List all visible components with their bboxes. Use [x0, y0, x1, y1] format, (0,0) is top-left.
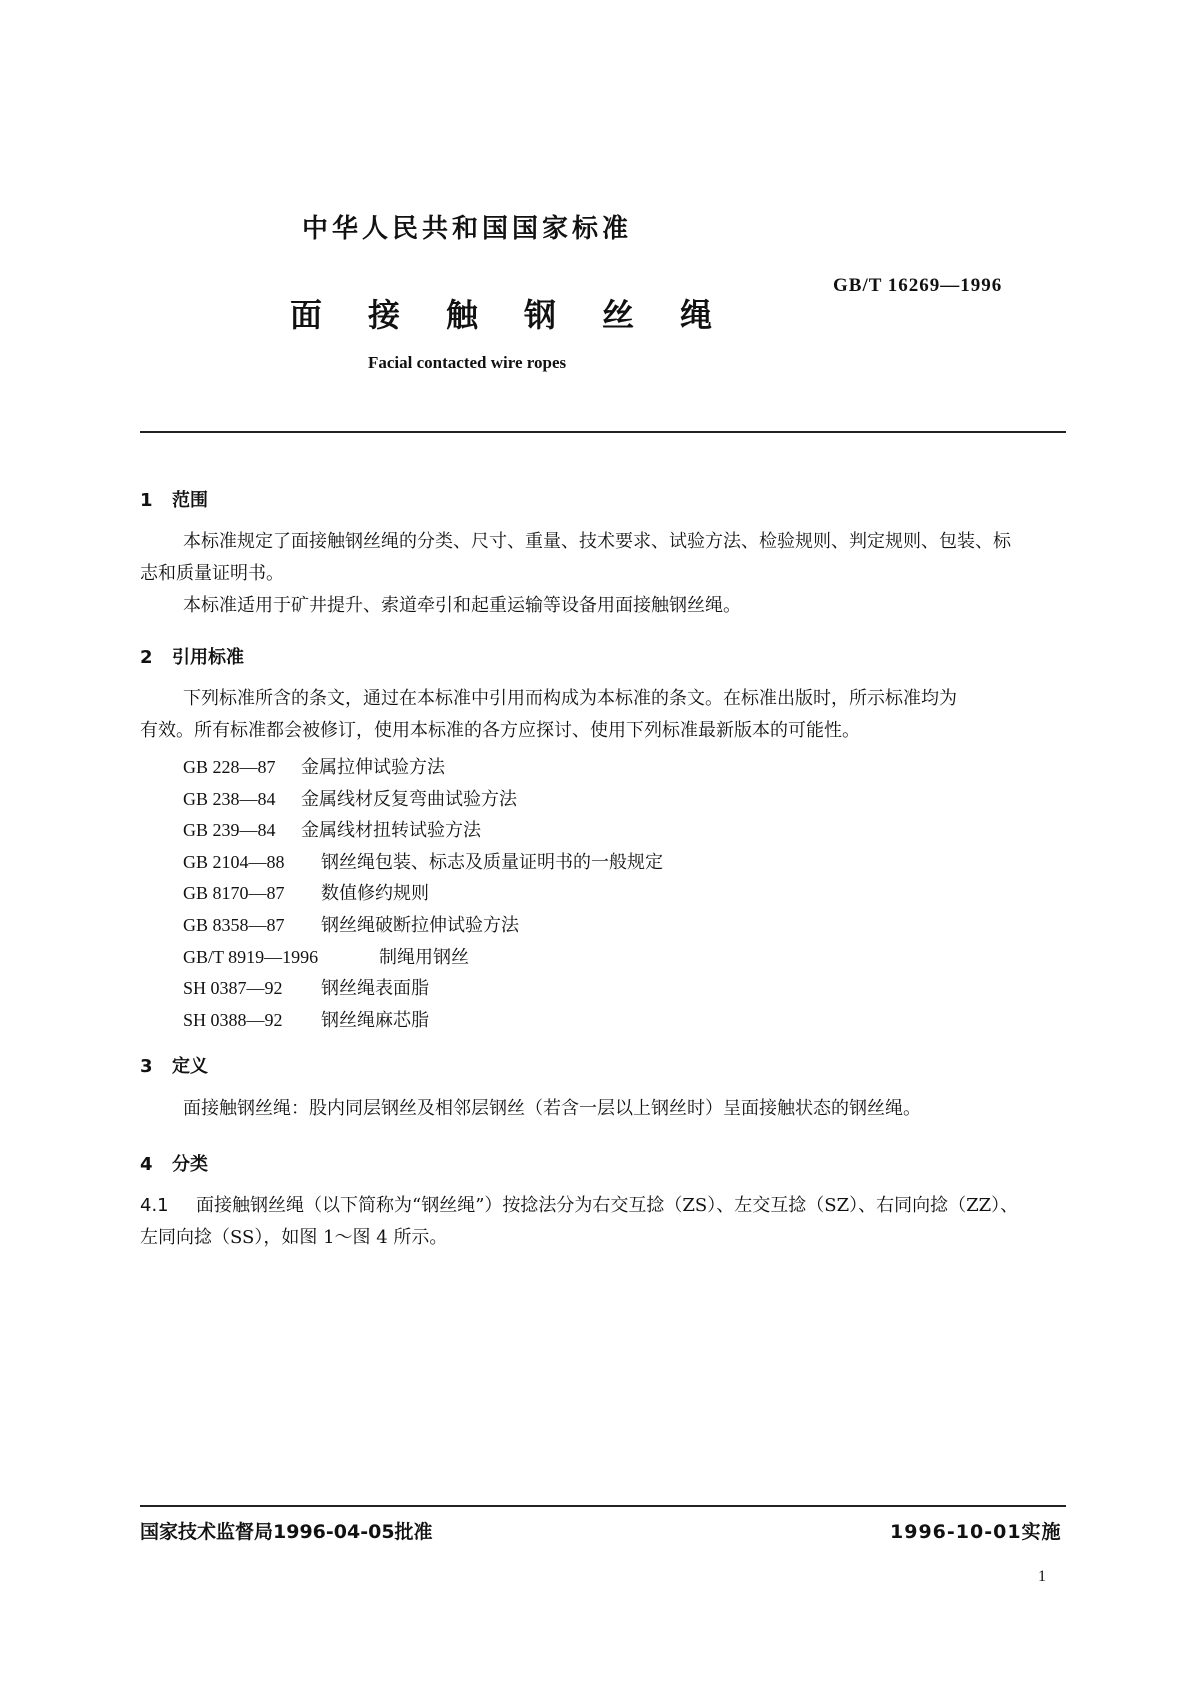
page-number: 1: [1038, 1568, 1046, 1585]
reference-name: 钢丝绳包装、标志及质量证明书的一般规定: [321, 851, 663, 873]
referenced-standards-list: [183, 752, 663, 1036]
reference-name: 钢丝绳破断拉伸试验方法: [321, 914, 519, 936]
section-1-paragraph-2: 本标准适用于矿井提升、索道牵引和起重运输等设备用面接触钢丝绳。: [183, 595, 741, 616]
reference-code: GB 8170—87: [183, 883, 285, 904]
section-title: 分类: [172, 1154, 208, 1175]
reference-code: GB 8358—87: [183, 914, 285, 935]
section-1-paragraph-1-line-2: 志和质量证明书。: [140, 563, 284, 584]
reference-name: 金属线材扭转试验方法: [301, 820, 481, 842]
footer-divider: [140, 1505, 1066, 1507]
section-1-paragraph-1-line-1: 本标准规定了面接触钢丝绳的分类、尺寸、重量、技术要求、试验方法、检验规则、判定规则、包装、标: [183, 531, 1011, 552]
reference-item: [183, 910, 663, 942]
reference-item: [183, 878, 663, 910]
section-2-paragraph-1-line-1: 下列标准所含的条文，通过在本标准中引用而构成为本标准的条文。在标准出版时，所示标准均为: [183, 688, 957, 709]
clause-number: 4.1: [140, 1195, 169, 1216]
document-title-cn: 面接触钢丝绳: [290, 296, 759, 334]
reference-name: 金属线材反复弯曲试验方法: [301, 788, 517, 810]
reference-code: GB 2104—88: [183, 851, 285, 872]
section-2-paragraph-1-line-2: 有效。所有标准都会被修订，使用本标准的各方应探讨、使用下列标准最新版本的可能性。: [140, 720, 860, 741]
reference-item: [183, 973, 663, 1005]
section-3-paragraph-1: 面接触钢丝绳：股内同层钢丝及相邻层钢丝（若含一层以上钢丝时）呈面接触状态的钢丝绳。: [183, 1098, 921, 1119]
reference-name: 钢丝绳表面脂: [321, 978, 429, 1000]
reference-code: SH 0387—92: [183, 978, 283, 999]
approval-statement: 国家技术监督局1996-04-05批准: [140, 1521, 433, 1543]
reference-item: [183, 784, 663, 816]
section-title: 定义: [172, 1056, 208, 1077]
section-number: 3: [140, 1056, 153, 1077]
clause-text: 面接触钢丝绳（以下简称为“钢丝绳”）按捻法分为右交互捻（ZS）、左交互捻（SZ）、右同向捻（ZZ）、: [196, 1195, 1019, 1216]
reference-name: 钢丝绳麻芯脂: [321, 1009, 429, 1031]
reference-item: [183, 752, 663, 784]
reference-item: [183, 815, 663, 847]
section-number: 2: [140, 647, 153, 668]
reference-name: 数值修约规则: [321, 883, 429, 905]
section-2-heading: [140, 643, 244, 669]
reference-code: GB/T 8919—1996: [183, 946, 319, 967]
reference-name: 金属拉伸试验方法: [301, 757, 445, 778]
section-title: 引用标准: [172, 647, 244, 668]
implementation-date: 1996-10-01实施: [890, 1521, 1062, 1543]
header-divider: [140, 431, 1066, 433]
reference-code: GB 238—84: [183, 788, 276, 809]
country-standard-heading: 中华人民共和国国家标准: [302, 214, 633, 244]
reference-code: GB 228—87: [183, 757, 276, 777]
section-3-heading: [140, 1052, 208, 1078]
clause-4-1-line-2: 左同向捻（SS），如图 1～图 4 所示。: [140, 1227, 448, 1248]
section-title: 范围: [172, 490, 208, 511]
standard-number: GB/T 16269—1996: [833, 275, 1003, 296]
reference-item: [183, 847, 663, 879]
reference-item: [183, 942, 663, 974]
reference-name: 制绳用钢丝: [379, 946, 469, 968]
section-number: 1: [140, 490, 153, 511]
clause-4-1-line-1: [140, 1190, 1018, 1222]
section-1-heading: [140, 486, 208, 512]
reference-item: [183, 1005, 663, 1037]
document-title-en: Facial contacted wire ropes: [368, 353, 567, 372]
reference-code: GB 239—84: [183, 820, 276, 841]
reference-code: SH 0388—92: [183, 1009, 283, 1030]
section-4-heading: [140, 1150, 208, 1176]
section-number: 4: [140, 1154, 153, 1175]
